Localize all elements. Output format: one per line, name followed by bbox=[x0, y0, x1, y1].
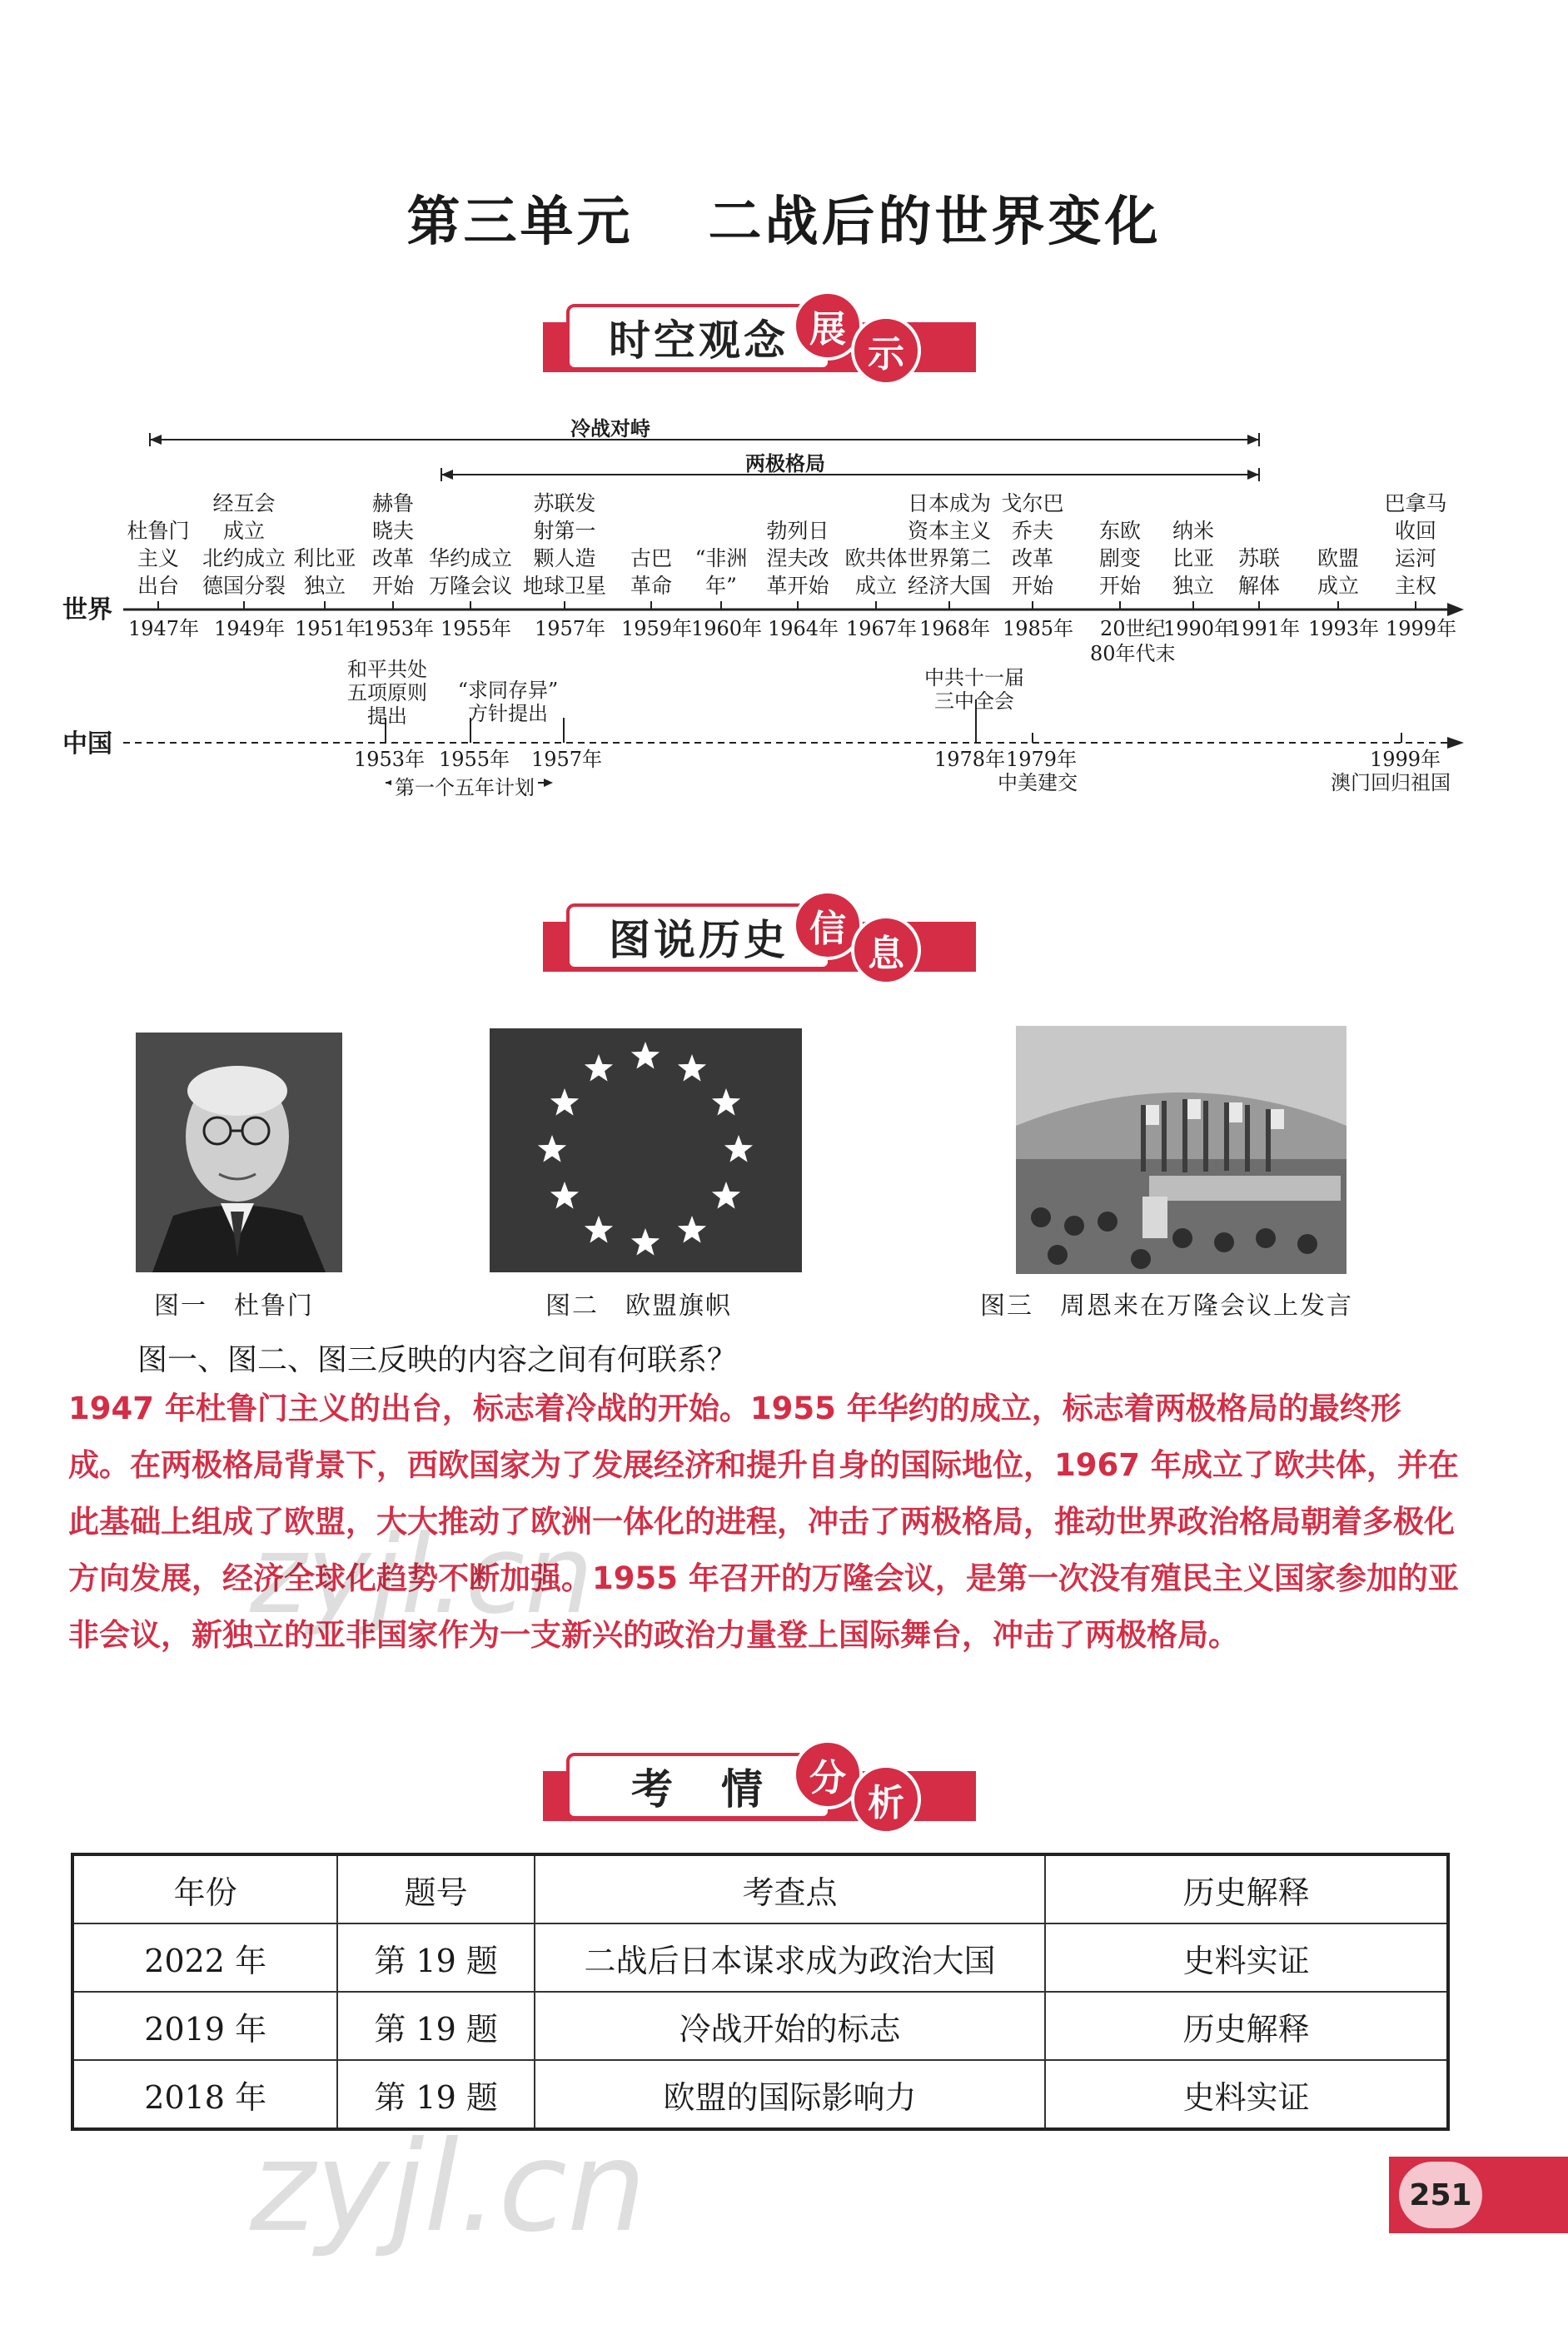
china-event-1979-year: 1979年 bbox=[1006, 748, 1078, 771]
exam-analysis-table bbox=[71, 1853, 1450, 2131]
world-event-year: 1951年 bbox=[295, 617, 366, 640]
world-event-text: 赫鲁 晓夫 改革 开始 bbox=[371, 491, 414, 598]
world-event-text: “非洲 年” bbox=[694, 546, 748, 598]
banner-title: 时空观念 bbox=[566, 304, 831, 371]
world-event-year: 1949年 bbox=[214, 617, 286, 640]
cell-skill: 历史解释 bbox=[1045, 1992, 1448, 2060]
table-header-row bbox=[72, 1854, 1448, 1923]
world-event-year: 1985年 bbox=[1003, 617, 1074, 640]
header-question: 题号 bbox=[337, 1854, 534, 1923]
world-event-year: 1968年 bbox=[919, 617, 991, 640]
world-event-text: 欧盟 成立 bbox=[1317, 546, 1359, 598]
world-event-text: 苏联 解体 bbox=[1237, 546, 1280, 598]
world-event-text: 欧共体 成立 bbox=[844, 546, 908, 598]
world-event-year: 20世纪 80年代末 bbox=[1090, 617, 1176, 665]
world-event-year: 1957年 bbox=[535, 617, 606, 640]
world-event-text: 戈尔巴 乔夫 改革 开始 bbox=[1001, 491, 1064, 598]
world-event-text: 古巴 革命 bbox=[630, 546, 672, 598]
cell-year: 2018 年 bbox=[72, 2060, 337, 2129]
five-year-plan-label: 第一个五年计划 bbox=[391, 771, 538, 800]
question: 图一、图二、图三反映的内容之间有何联系？ bbox=[137, 1343, 738, 1377]
china-event-1953-year: 1953年 bbox=[354, 748, 426, 771]
world-event-year: 1990年 bbox=[1163, 617, 1235, 640]
world-event-text: 华约成立 万隆会议 bbox=[428, 546, 512, 598]
watermark-middle: zyjl.cn bbox=[250, 1511, 594, 1638]
table-row bbox=[72, 1992, 1448, 2060]
portrait-illustration bbox=[136, 1033, 342, 1272]
world-label: 世界 bbox=[62, 595, 112, 625]
bipolar-label: 两极格局 bbox=[745, 452, 825, 475]
banner-title: 考 情 bbox=[566, 1753, 831, 1819]
china-event-1955-year: 1955年 bbox=[439, 748, 510, 771]
figure-3-caption: 图三 周恩来在万隆会议上发言 bbox=[980, 1291, 1353, 1321]
world-event-text: 东欧 剧变 开始 bbox=[1098, 519, 1141, 598]
world-event-year: 1967年 bbox=[846, 617, 918, 640]
cell-skill: 史料实证 bbox=[1045, 1923, 1448, 1992]
page-number: 251 bbox=[1399, 2162, 1482, 2228]
china-event-1999-text: 澳门回归祖国 bbox=[1331, 771, 1451, 794]
cell-question: 第 19 题 bbox=[337, 1923, 534, 1992]
table-row bbox=[72, 1923, 1448, 1992]
world-event-text: 杜鲁门 主义 出台 bbox=[127, 519, 190, 598]
china-event-1953-text: 和平共处 五项原则 提出 bbox=[347, 658, 427, 728]
china-label: 中国 bbox=[62, 729, 112, 759]
figure-2-caption: 图二 欧盟旗帜 bbox=[545, 1291, 732, 1321]
cell-year: 2019 年 bbox=[72, 1992, 337, 2060]
world-event-year: 1953年 bbox=[363, 617, 435, 640]
unit-number: 第三单元 bbox=[406, 192, 634, 253]
section-banner-pictures bbox=[543, 895, 976, 977]
answer-text: 1947 年杜鲁门主义的出台，标志着冷战的开始。1955 年华约的成立，标志着两极格局的最终形成。在两极格局背景下，西欧国家为了发展经济和提升自身的国际地位，1967 年成立了欧共体，并在此基础上组成了欧盟，大大推动了欧洲一体化的进程，冲击了两极格局，推动世界政治格局朝着多极化方向发展，经济全球化趋势不断加强。1955 年召开的万隆会议，是第一次没有殖民主义国家参加的亚非会议，新独立的亚非国家作为一支新兴的政治力量登上国际舞台，冲击了两极格局。 bbox=[68, 1391, 1459, 1653]
cell-question: 第 19 题 bbox=[337, 2060, 534, 2129]
banner-char-2: 析 bbox=[851, 1764, 921, 1834]
china-event-1979-text: 中美建交 bbox=[998, 771, 1078, 794]
page-number-tab bbox=[1389, 2157, 1568, 2233]
watermark-bottom: zyjl.cn bbox=[250, 2115, 647, 2260]
figure-eu-flag bbox=[490, 1028, 802, 1272]
world-event-text: 利比亚 独立 bbox=[293, 546, 356, 598]
unit-name: 二战后的世界变化 bbox=[708, 192, 1162, 253]
banner-title: 图说历史 bbox=[566, 903, 831, 970]
world-event-year: 1993年 bbox=[1308, 617, 1380, 640]
cold-war-label: 冷战对峙 bbox=[570, 417, 650, 440]
header-skill: 历史解释 bbox=[1045, 1854, 1448, 1923]
world-event-year: 1964年 bbox=[768, 617, 839, 640]
world-event-text: 勃列日 涅夫改 革开始 bbox=[766, 519, 829, 598]
header-year: 年份 bbox=[72, 1854, 337, 1923]
world-event-text: 巴拿马 收回 运河 主权 bbox=[1384, 491, 1447, 598]
world-event-year: 1947年 bbox=[128, 617, 200, 640]
china-event-1978-year: 1978年 bbox=[934, 748, 1006, 771]
cell-question: 第 19 题 bbox=[337, 1992, 534, 2060]
world-event-text: 经互会 成立 北约成立 德国分裂 bbox=[202, 491, 286, 598]
section-banner-exam bbox=[543, 1744, 976, 1826]
world-event-year: 1955年 bbox=[441, 617, 512, 640]
china-event-1957-year: 1957年 bbox=[531, 748, 603, 771]
world-event-year: 1959年 bbox=[621, 617, 693, 640]
banner-char-2: 示 bbox=[851, 316, 921, 386]
eu-flag-illustration bbox=[490, 1028, 802, 1272]
world-event-year: 1991年 bbox=[1229, 617, 1301, 640]
header-topic: 考查点 bbox=[535, 1854, 1045, 1923]
world-event-year: 1999年 bbox=[1386, 617, 1457, 640]
world-event-year: 1960年 bbox=[691, 617, 763, 640]
cell-topic: 冷战开始的标志 bbox=[535, 1992, 1045, 2060]
banner-char-1: 信 bbox=[793, 890, 863, 960]
cell-year: 2022 年 bbox=[72, 1923, 337, 1992]
conference-illustration bbox=[1016, 1026, 1346, 1274]
china-event-1978-text: 中共十一届 三中全会 bbox=[924, 666, 1024, 713]
banner-char-1: 展 bbox=[793, 291, 863, 361]
figure-truman-photo bbox=[136, 1033, 342, 1272]
china-event-1955-text: “求同存异” 方针提出 bbox=[457, 679, 559, 725]
timeline-axes bbox=[0, 0, 1568, 816]
world-event-text: 纳米 比亚 独立 bbox=[1172, 519, 1214, 598]
world-event-text: 日本成为 资本主义 世界第二 经济大国 bbox=[907, 491, 991, 598]
china-event-1999-year: 1999年 bbox=[1370, 748, 1441, 771]
cell-skill: 史料实证 bbox=[1045, 2060, 1448, 2129]
figure-1-caption: 图一 杜鲁门 bbox=[154, 1291, 314, 1321]
figure-bandung-photo bbox=[1016, 1026, 1346, 1274]
banner-char-2: 息 bbox=[851, 915, 921, 985]
cell-topic: 二战后日本谋求成为政治大国 bbox=[535, 1923, 1045, 1992]
banner-char-1: 分 bbox=[793, 1739, 863, 1809]
cell-topic: 欧盟的国际影响力 bbox=[535, 2060, 1045, 2129]
world-event-text: 苏联发 射第一 颗人造 地球卫星 bbox=[522, 491, 606, 598]
